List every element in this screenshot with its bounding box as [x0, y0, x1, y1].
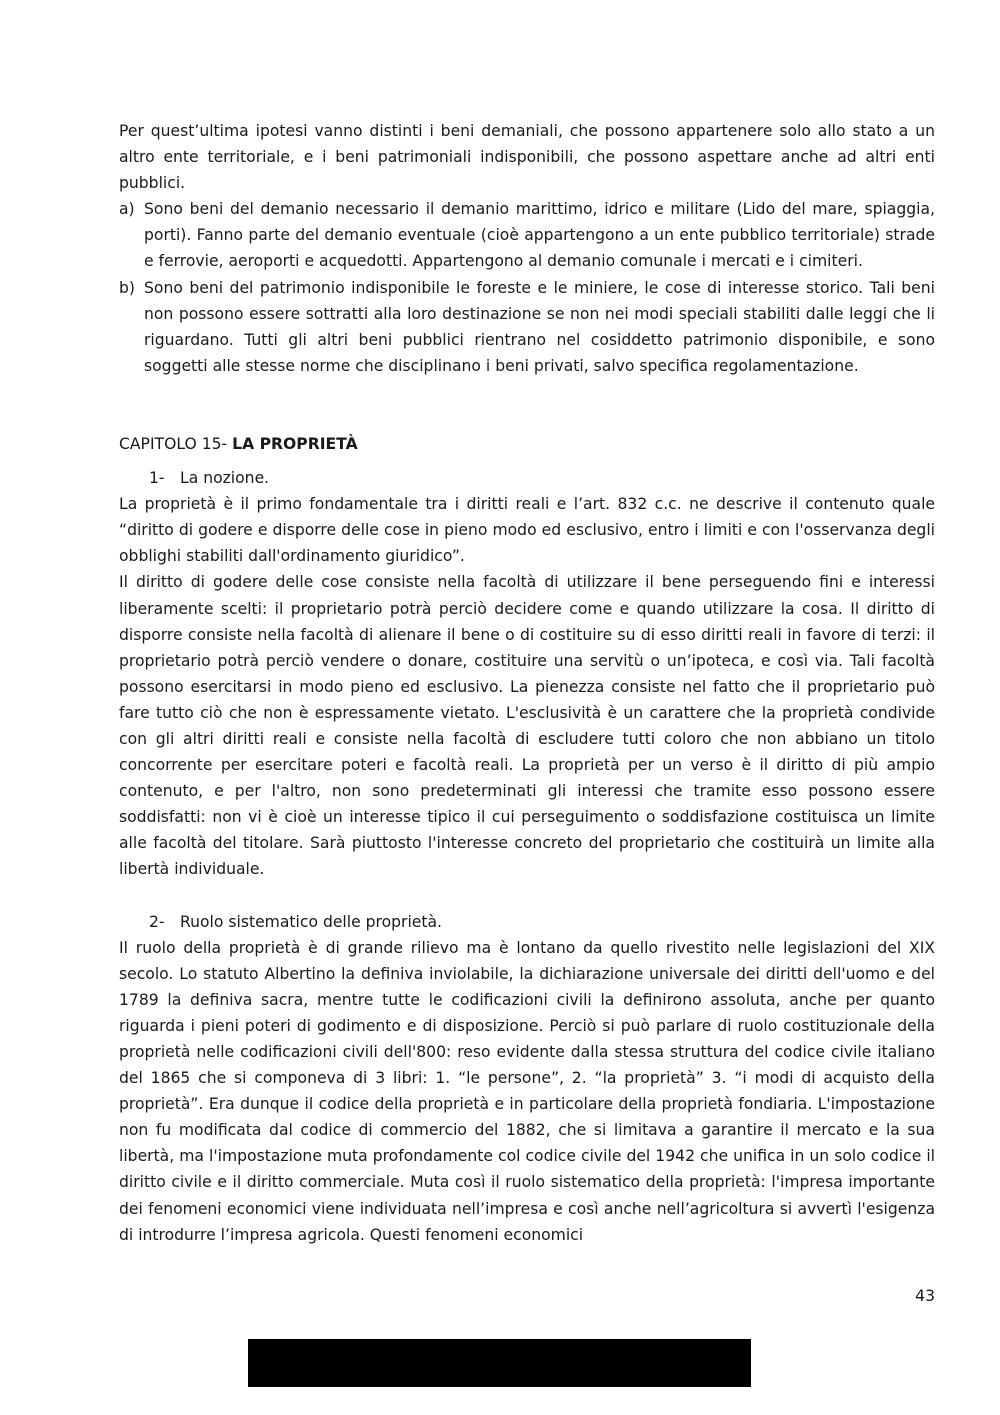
spacer [119, 883, 935, 909]
list-item [119, 196, 935, 274]
body-paragraph: Il diritto di godere delle cose consiste nella facoltà di utilizzare il bene perseguendo fini e interessi liberamente scelti: il proprietario potrà perciò decidere come e quando utilizzare la cosa. Il diritto di disporre consiste nella facoltà di alienare il bene o di costituire su di esso diritti reali in favore di terzi: il proprietario potrà perciò vendere o donare, costituire una servitù o un’ipoteca, e così via. Tali facoltà possono esercitarsi in modo pieno ed esclusivo. La pienezza consiste nel fatto che il proprietario può fare tutto ciò che non è espressamente vietato. L'esclusività è un carattere che la proprietà condivide con gli altri diritti reali e consiste nella facoltà di escludere tutti coloro che non abbiano un titolo concorrente per esercitare poteri e facoltà reali. La proprietà per un verso è il diritto di più ampio contenuto, e per l'altro, non sono predeterminati gli interessi che tramite esso possono essere soddisfatti: non vi è cioè un interesse tipico il cui perseguimento o soddisfazione costituisca un limite alle facoltà del titolare. Sarà piuttosto l'interesse concreto del proprietario che costituirà un limite alla libertà individuale. [119, 573, 935, 879]
intro-paragraph: Per quest’ultima ipotesi vanno distinti i beni demaniali, che possono appartenere solo allo stato a un altro ente territoriale, e i beni patrimoniali indisponibili, che possono aspettare anche ad altri enti pubblici. [119, 122, 935, 193]
body-paragraph: Il ruolo della proprietà è di grande rilievo ma è lontano da quello rivestito nelle legislazioni del XIX secolo. Lo statuto Albertino la definiva inviolabile, la dichiarazione universale dei diritti dell'uomo e del 1789 la definiva sacra, mentre tutte le codificazioni civili la definirono assoluta, anche per quanto riguarda i pieni poteri di godimento e di disposizione. Perciò si può parlare di ruolo costituzionale della proprietà nelle codificazioni civili dell'800: reso evidente dalla stessa struttura del codice civile italiano del 1865 che si componeva di 3 libri: 1. “le persone”, 2. “la proprietà” 3. “i modi di acquisto della proprietà”. Era dunque il codice della proprietà e in particolare della proprietà fondiaria. L'impostazione non fu modificata dal codice di commercio del 1882, che si limitava a garantire il mercato e la sua libertà, ma l'impostazione muta profondamente col codice civile del 1942 che unifica in un solo codice il diritto civile e il diritto commerciale. Muta così il ruolo sistematico della proprietà: l'impresa importante dei fenomeni economici viene individuata nell’impresa e così anche nell’agricoltura si avvertì l'esigenza di introdurre l’impresa agricola. Questi fenomeni economici [119, 938, 935, 1244]
body-paragraph: La proprietà è il primo fondamentale tra i diritti reali e l’art. 832 c.c. ne descrive il contenuto quale “diritto di godere e disporre delle cose in pieno modo ed esclusivo, entro i limiti e con l'osservanza degli obblighi stabiliti dall'ordinamento giuridico”. [119, 495, 935, 566]
page-number: 43 [915, 1287, 935, 1305]
list-marker: b) [119, 278, 135, 297]
intro-list [119, 196, 935, 379]
section-title: Ruolo sistematico delle proprietà. [180, 912, 443, 931]
chapter-prefix: CAPITOLO 15- [119, 434, 233, 453]
spacer [119, 379, 935, 431]
section-heading [119, 465, 935, 491]
section-heading [119, 909, 935, 935]
list-item [119, 275, 935, 379]
page-content [119, 118, 935, 1248]
chapter-title: LA PROPRIETÀ [232, 434, 358, 453]
list-item-text: Sono beni del patrimonio indisponibile le foreste e le miniere, le cose di interesse storico. Tali beni non possono essere sottratti alla loro destinazione se non nei modi speciali stabiliti dalle leggi che li riguardano. Tutti gli altri beni pubblici rientrano nel cosiddetto patrimonio disponibile, e sono soggetti alle stesse norme che disciplinano i beni privati, salvo specifica regolamentazione. [144, 278, 935, 375]
section-number: 1- [149, 469, 165, 488]
section-title: La nozione. [180, 469, 270, 488]
list-marker: a) [119, 200, 135, 219]
redaction-bar [248, 1339, 751, 1387]
section-number: 2- [149, 912, 165, 931]
list-item-text: Sono beni del demanio necessario il demanio marittimo, idrico e militare (Lido del mare, spiaggia, porti). Fanno parte del demanio eventuale (cioè appartengono a un ente pubblico territoriale) strade e ferrovie, aeroporti e acquedotti. Appartengono al demanio comunale i mercati e i cimiteri. [144, 200, 935, 271]
chapter-heading [119, 431, 935, 457]
